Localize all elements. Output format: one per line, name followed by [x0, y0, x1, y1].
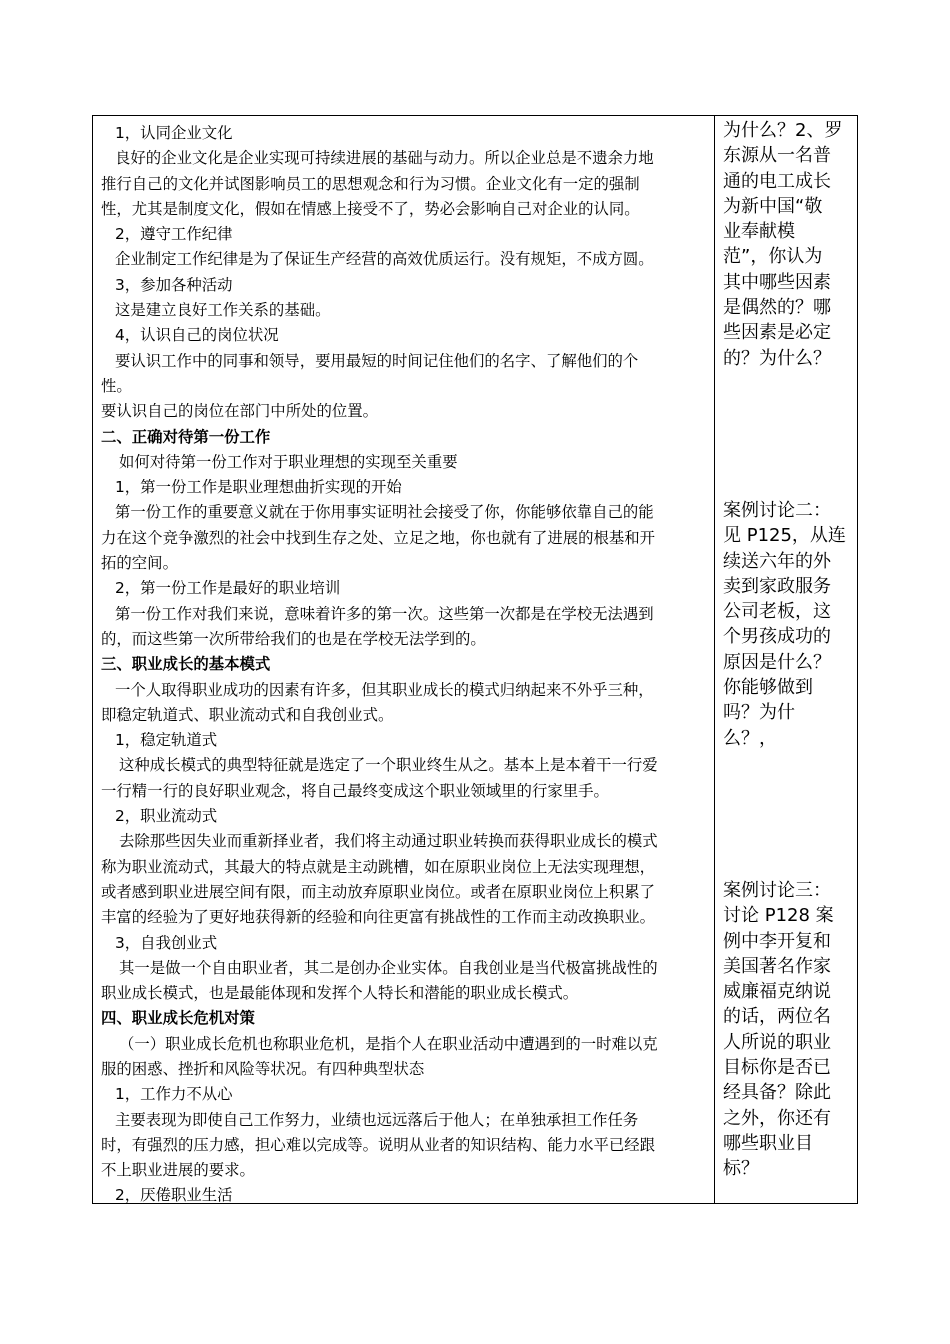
text-line: 1，第一份工作是职业理想曲折实现的开始	[115, 478, 402, 497]
text-line: 企业制定工作纪律是为了保证生产经营的高效优质运行。没有规矩，不成方圆。	[115, 250, 654, 269]
side-note-1	[723, 118, 851, 371]
side-note-line: 经具备？除此	[723, 1082, 831, 1104]
column-divider	[714, 116, 715, 1203]
text-line: 第一份工作的重要意义就在于你用事实证明社会接受了你，你能够依靠自己的能	[115, 503, 654, 522]
text-line: 称为职业流动式，其最大的特点就是主动跳槽，如在原职业岗位上无法实现理想，	[101, 857, 656, 876]
side-note-line: 些因素是必定	[723, 322, 831, 344]
side-note-line: 为新中国“敬	[723, 195, 823, 217]
side-note-line: 卖到家政服务	[723, 575, 831, 597]
text-line: 职业成长模式，也是最能体现和发挥个人特长和潜能的职业成长模式。	[101, 984, 579, 1003]
side-note-line: 公司老板，这	[723, 601, 831, 623]
side-note-line: 例中李开复和	[723, 930, 831, 952]
side-note-line: 人所说的职业	[723, 1031, 831, 1053]
side-note-line: 案例讨论三：	[723, 880, 831, 901]
text-line: 一行精一行的良好职业观念，将自己最终变成这个职业领域里的行家里手。	[101, 781, 609, 800]
text-line: 时，有强烈的压力感，担心难以完成等。说明从业者的知识结构、能力水平已经跟	[101, 1135, 656, 1154]
side-note-line: 美国著名作家	[723, 955, 831, 977]
side-note-line: 案例讨论二：	[723, 500, 831, 521]
section-heading: 二、正确对待第一份工作	[101, 427, 271, 446]
side-note-line: 通的电工成长	[723, 170, 831, 192]
side-note-line: 的？为什么？	[723, 347, 831, 369]
text-line: 要认识自己的岗位在部门中所处的位置。	[101, 402, 379, 421]
side-note-case-3	[723, 878, 851, 1182]
text-line: 4，认识自己的岗位状况	[115, 326, 279, 345]
main-text-column	[101, 121, 707, 1209]
text-line: 性。	[101, 376, 132, 395]
text-line: 拓的空间。	[101, 554, 178, 573]
text-line: 2，职业流动式	[115, 807, 218, 826]
text-line: 1，工作力不从心	[115, 1085, 233, 1104]
text-line: 1，认同企业文化	[115, 124, 233, 142]
section-heading: 四、职业成长危机对策	[101, 1009, 255, 1028]
text-line: 这种成长模式的典型特征就是选定了一个职业终生从之。基本上是本着干一行爱	[119, 756, 658, 775]
text-line: 不上职业进展的要求。	[101, 1161, 255, 1180]
side-note-line: 东源从一名普	[723, 145, 831, 167]
text-line: 良好的企业文化是企业实现可持续进展的基础与动力。所以企业总是不遗余力地	[115, 149, 654, 168]
text-line: 2，遵守工作纪律	[115, 225, 233, 244]
content-table	[92, 115, 858, 1204]
text-line: 的，而这些第一次所带给我们的也是在学校无法学到的。	[101, 629, 486, 648]
text-line: 2，第一份工作是最好的职业培训	[115, 579, 341, 598]
text-line: 服的困惑、挫折和风险等状况。有四种典型状态	[101, 1059, 425, 1078]
side-note-line: 威廉福克纳说	[723, 981, 831, 1003]
side-note-line: 原因是什么？	[723, 651, 831, 673]
side-note-case-2	[723, 498, 851, 751]
side-note-line: 之外，你还有	[723, 1107, 831, 1129]
side-note-line: 是偶然的？哪	[723, 297, 831, 319]
side-note-line: 你能够做到	[723, 677, 813, 699]
text-line: 第一份工作对我们来说，意味着许多的第一次。这些第一次都是在学校无法遇到	[115, 604, 654, 623]
text-line: 这是建立良好工作关系的基础。	[115, 301, 331, 320]
side-note-line: 业奉献模	[723, 221, 795, 243]
side-note-line: 目标你是否已	[723, 1057, 831, 1079]
side-note-line: 为什么？2、罗	[723, 120, 843, 141]
text-line: 或者感到职业进展空间有限，而主动放弃原职业岗位。或者在原职业岗位上积累了	[101, 882, 656, 901]
text-line: 即稳定轨道式、职业流动式和自我创业式。	[101, 705, 394, 724]
side-note-line: 哪些职业目	[723, 1132, 813, 1154]
side-note-line: 范”，你认为	[723, 246, 823, 268]
text-line: 力在这个竞争激烈的社会中找到生存之处、立足之地，你也就有了进展的根基和开	[101, 528, 656, 547]
text-line: 推行自己的文化并试图影响员工的思想观念和行为习惯。企业文化有一定的强制	[101, 174, 640, 193]
text-line: 一个人取得职业成功的因素有许多，但其职业成长的模式归纳起来不外乎三种，	[115, 680, 654, 699]
side-note-line: 讨论 P128 案	[723, 905, 834, 927]
side-note-line: 个男孩成功的	[723, 626, 831, 648]
side-note-line: 其中哪些因素	[723, 271, 831, 293]
side-note-line: 续送六年的外	[723, 550, 831, 572]
text-line: 丰富的经验为了更好地获得新的经验和向往更富有挑战性的工作而主动改换职业。	[101, 908, 656, 927]
side-note-line: 标？	[723, 1158, 759, 1180]
text-line: 1，稳定轨道式	[115, 731, 218, 750]
text-line: 3，自我创业式	[115, 933, 218, 952]
text-line: 主要表现为即使自己工作努力，业绩也远远落后于他人；在单独承担工作任务	[115, 1110, 639, 1129]
text-line: （一）职业成长危机也称职业危机，是指个人在职业活动中遭遇到的一时难以克	[119, 1034, 658, 1053]
text-line: 如何对待第一份工作对于职业理想的实现至关重要	[119, 452, 458, 471]
side-note-line: 见 P125，从连	[723, 525, 846, 547]
text-line: 性，尤其是制度文化，假如在情感上接受不了，势必会影响自己对企业的认同。	[101, 199, 640, 218]
side-note-line: 么？，	[723, 727, 777, 749]
side-note-line: 的话，两位名	[723, 1006, 831, 1028]
text-line: 要认识工作中的同事和领导，要用最短的时间记住他们的名字、了解他们的个	[115, 351, 639, 370]
text-line: 去除那些因失业而重新择业者，我们将主动通过职业转换而获得职业成长的模式	[119, 832, 658, 851]
text-line: 其一是做一个自由职业者，其二是创办企业实体。自我创业是当代极富挑战性的	[119, 958, 658, 977]
text-line: 3，参加各种活动	[115, 275, 233, 294]
side-note-line: 吗？为什	[723, 702, 795, 724]
section-heading: 三、职业成长的基本模式	[101, 655, 271, 674]
text-line: 2，厌倦职业生活	[115, 1186, 233, 1205]
